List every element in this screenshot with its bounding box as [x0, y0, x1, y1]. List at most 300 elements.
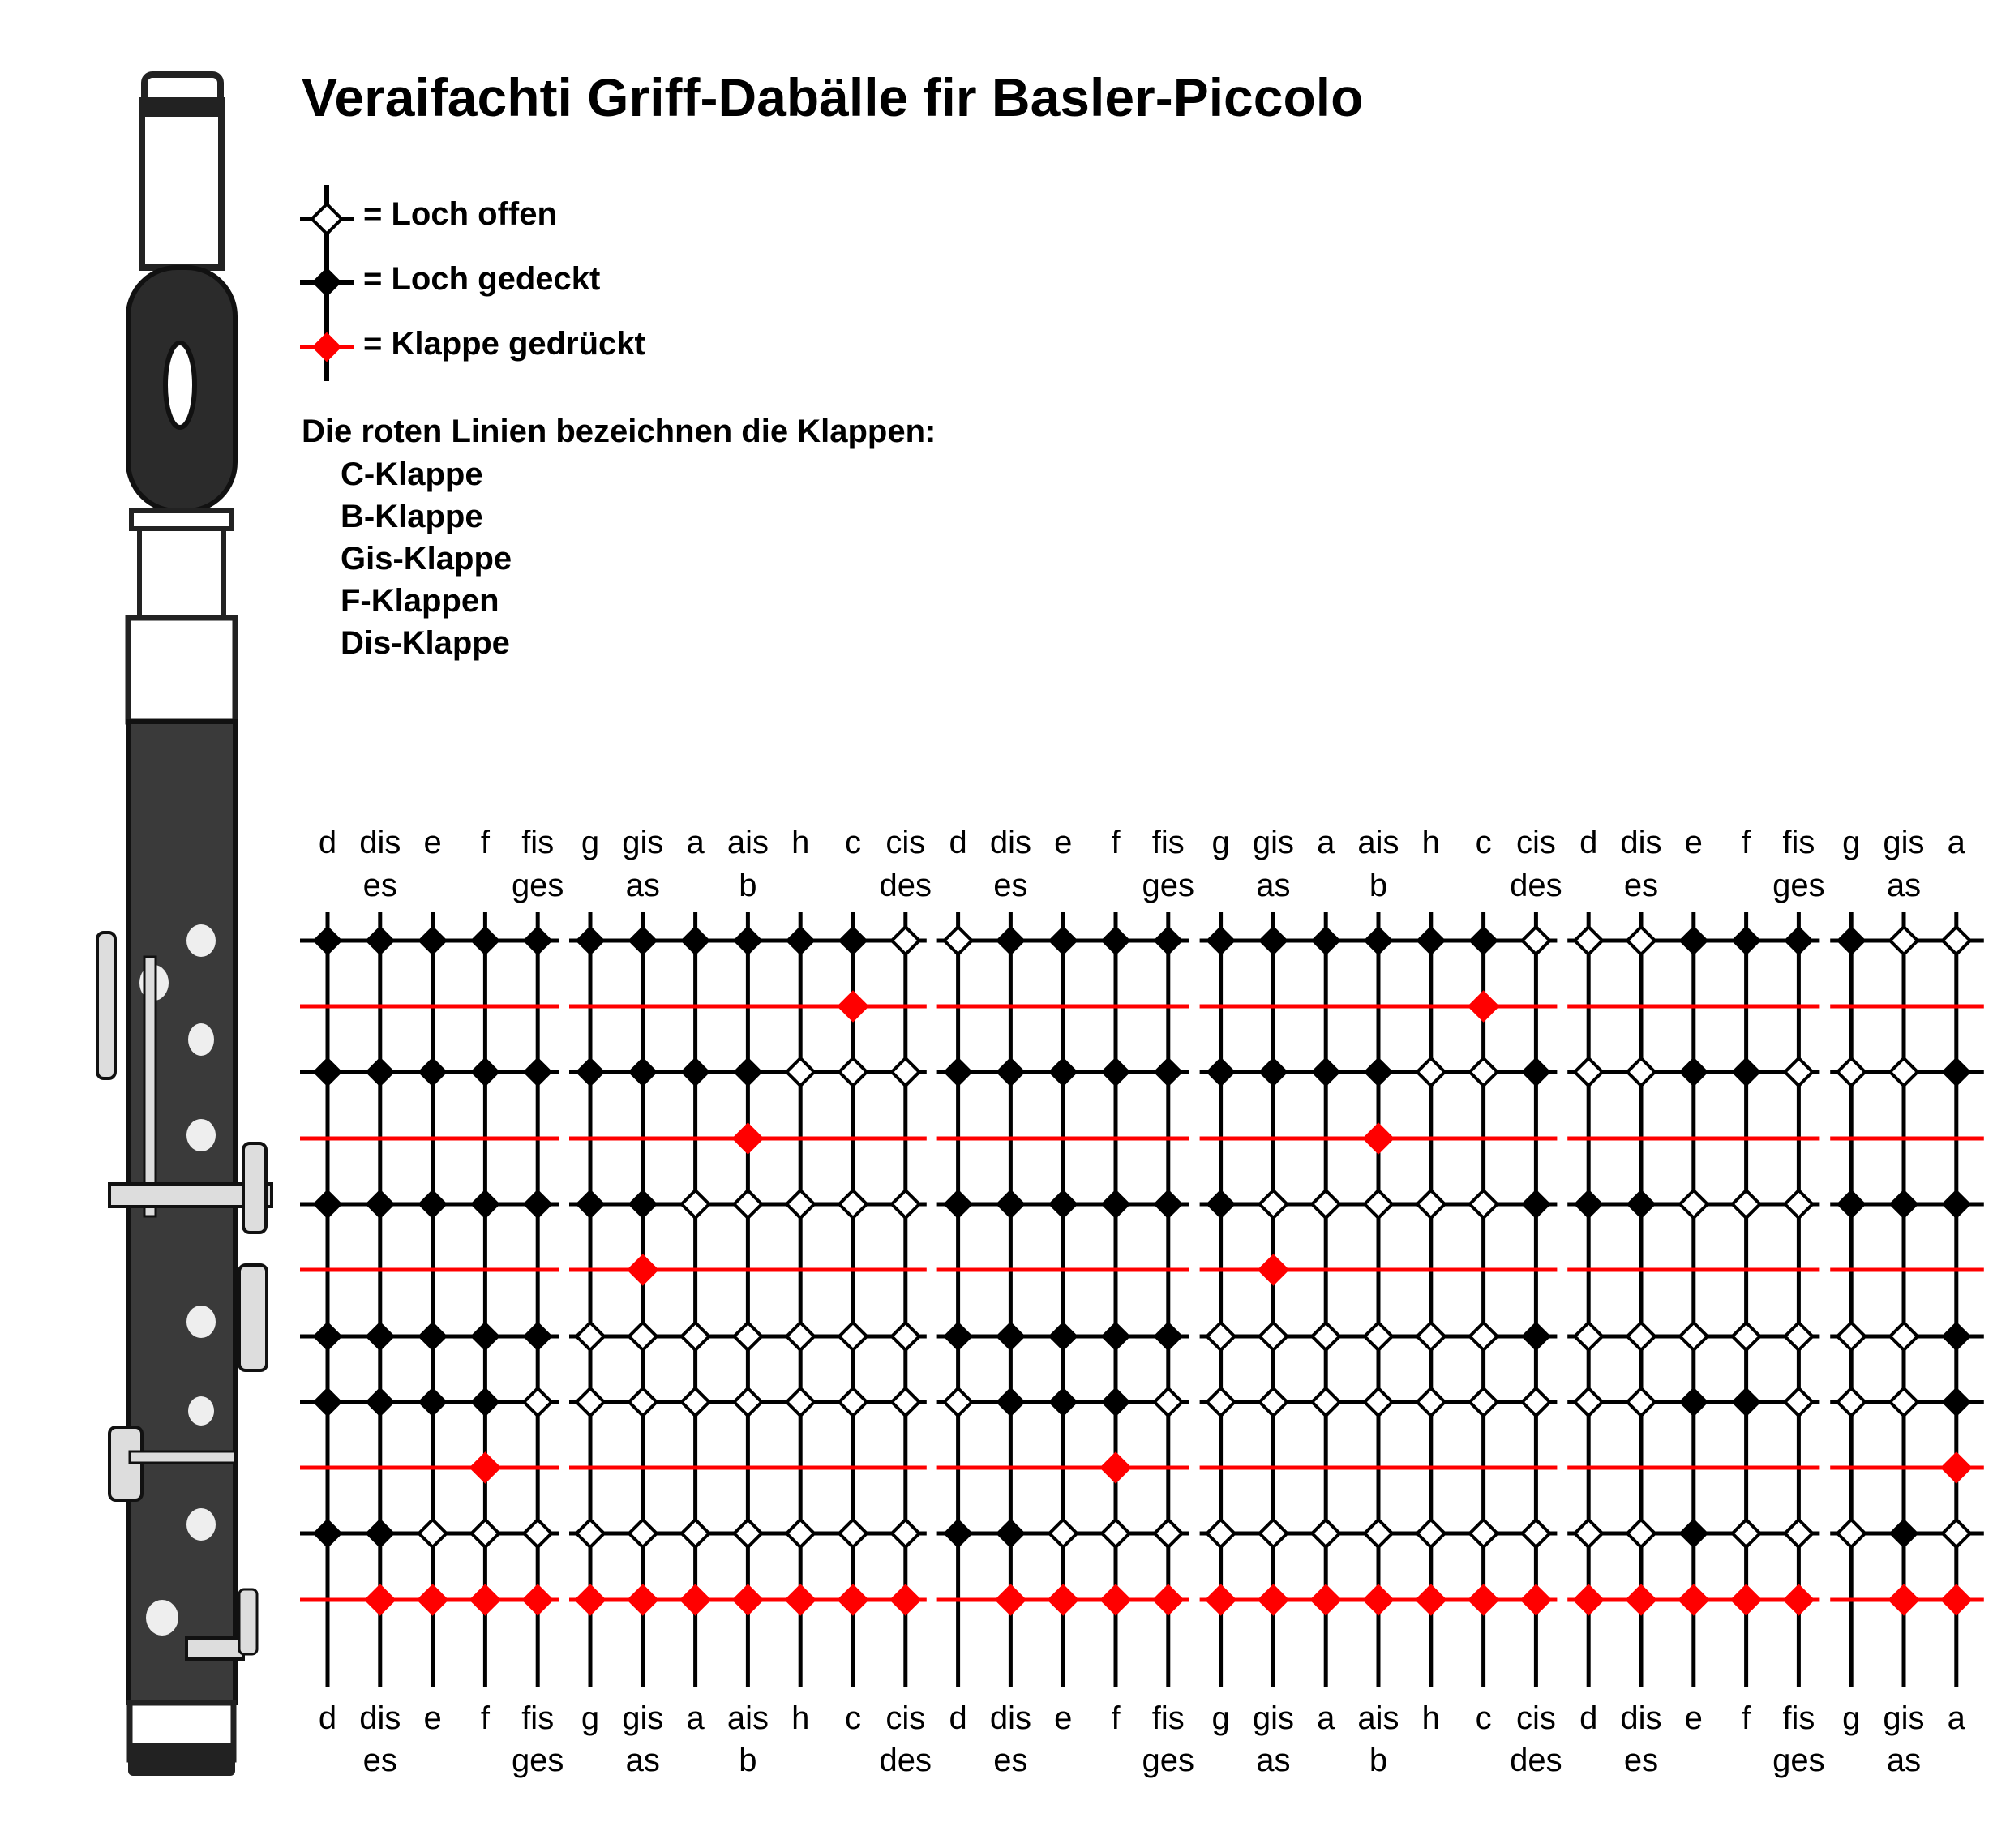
covered-hole-icon [470, 1387, 500, 1417]
pressed-key-icon [469, 1584, 502, 1616]
note-label-bottom-13: dis [989, 1700, 1031, 1736]
note-label-top-31: a [1947, 825, 1965, 860]
enharmonic-label-bottom-8: b [739, 1743, 757, 1778]
covered-hole-icon [943, 1519, 973, 1549]
covered-hole-icon [1731, 926, 1761, 956]
covered-hole-icon [680, 926, 710, 956]
note-label-bottom-24: d [1579, 1700, 1598, 1736]
note-label-top-16: fis [1151, 825, 1185, 860]
open-hole-icon [1365, 1520, 1392, 1547]
note-label-top-17: g [1211, 825, 1230, 860]
enharmonic-label-top-28: ges [1772, 868, 1825, 903]
pressed-key-icon [1099, 1584, 1132, 1616]
covered-hole-icon [1941, 1057, 1971, 1087]
open-hole-icon [945, 927, 972, 954]
pressed-key-icon [1099, 1451, 1132, 1484]
enharmonic-label-bottom-6: as [625, 1743, 660, 1778]
covered-hole-icon [1678, 926, 1708, 956]
covered-hole-icon [1364, 1057, 1394, 1087]
open-hole-icon [892, 1388, 919, 1416]
covered-hole-icon [1941, 1387, 1971, 1417]
open-hole-icon [1207, 1520, 1235, 1547]
note-label-bottom-0: d [318, 1700, 337, 1736]
covered-hole-icon [628, 1057, 658, 1087]
covered-hole-icon [523, 1322, 553, 1352]
open-hole-icon [1733, 1520, 1760, 1547]
open-hole-icon [839, 1520, 867, 1547]
open-hole-icon [1890, 1323, 1918, 1350]
open-hole-icon [1417, 1058, 1445, 1086]
pressed-key-icon [679, 1584, 712, 1616]
pressed-key-icon [417, 1584, 449, 1616]
note-label-top-13: dis [989, 825, 1031, 860]
pressed-key-icon [784, 1584, 816, 1616]
covered-hole-icon [943, 1190, 973, 1220]
open-hole-icon [734, 1323, 761, 1350]
covered-hole-icon [996, 1519, 1026, 1549]
note-label-top-29: g [1842, 825, 1861, 860]
covered-hole-icon [365, 1057, 395, 1087]
open-hole-icon [1049, 1520, 1077, 1547]
enharmonic-label-top-18: as [1256, 868, 1291, 903]
open-hole-icon [892, 1520, 919, 1547]
pressed-key-icon [732, 1584, 765, 1616]
open-hole-icon [1470, 1388, 1498, 1416]
open-hole-icon [1575, 1520, 1602, 1547]
pressed-key-icon [1783, 1584, 1815, 1616]
note-label-bottom-7: a [686, 1700, 705, 1736]
note-label-top-8: ais [726, 825, 769, 860]
open-hole-icon [1837, 1058, 1865, 1086]
note-label-top-26: e [1684, 825, 1703, 860]
pressed-key-icon [1572, 1584, 1605, 1616]
note-label-bottom-3: f [480, 1700, 490, 1736]
covered-hole-icon [1048, 1322, 1078, 1352]
note-label-top-3: f [480, 825, 490, 860]
note-label-top-12: d [949, 825, 967, 860]
enharmonic-label-bottom-20: b [1369, 1743, 1388, 1778]
enharmonic-label-bottom-11: des [879, 1743, 932, 1778]
covered-hole-icon [1101, 1387, 1131, 1417]
open-hole-icon [1470, 1323, 1498, 1350]
pressed-key-icon [732, 1122, 765, 1155]
note-label-bottom-8: ais [726, 1700, 769, 1736]
open-hole-icon [734, 1388, 761, 1416]
open-hole-icon [892, 1190, 919, 1218]
pressed-key-icon [1258, 1254, 1290, 1286]
open-hole-icon [839, 1323, 867, 1350]
open-hole-icon [1627, 927, 1655, 954]
covered-hole-icon [418, 1322, 448, 1352]
covered-hole-icon [365, 1322, 395, 1352]
open-hole-icon [1470, 1058, 1498, 1086]
note-label-bottom-23: cis [1515, 1700, 1556, 1736]
note-label-top-0: d [318, 825, 337, 860]
note-label-bottom-6: gis [622, 1700, 664, 1736]
open-hole-icon [1890, 1058, 1918, 1086]
open-hole-icon [1785, 1388, 1812, 1416]
open-hole-icon [1259, 1323, 1287, 1350]
covered-hole-icon [1416, 926, 1446, 956]
enharmonic-label-top-1: es [362, 868, 397, 903]
note-label-bottom-12: d [949, 1700, 967, 1736]
open-hole-icon [1943, 927, 1970, 954]
covered-hole-icon [1153, 1322, 1183, 1352]
open-hole-icon [1837, 1388, 1865, 1416]
open-hole-icon [1312, 1190, 1339, 1218]
covered-hole-icon [628, 1190, 658, 1220]
pressed-key-icon [1309, 1584, 1342, 1616]
note-label-top-27: f [1742, 825, 1751, 860]
covered-hole-icon [523, 1190, 553, 1220]
open-hole-icon [682, 1520, 709, 1547]
open-hole-icon [576, 1520, 604, 1547]
pressed-key-icon [1888, 1584, 1920, 1616]
covered-hole-icon [1048, 926, 1078, 956]
open-hole-icon [629, 1520, 657, 1547]
open-hole-icon [1417, 1388, 1445, 1416]
covered-hole-icon [1048, 1387, 1078, 1417]
pressed-key-icon [1205, 1584, 1237, 1616]
covered-hole-icon [1941, 1190, 1971, 1220]
open-hole-icon [734, 1190, 761, 1218]
covered-hole-icon [1626, 1190, 1656, 1220]
covered-hole-icon [365, 1519, 395, 1549]
open-hole-icon [1943, 1520, 1970, 1547]
covered-hole-icon [1784, 926, 1814, 956]
open-hole-icon [1733, 1190, 1760, 1218]
open-hole-icon [1837, 1520, 1865, 1547]
open-hole-icon [1522, 1388, 1549, 1416]
open-hole-icon [1680, 1190, 1708, 1218]
open-hole-icon [1259, 1388, 1287, 1416]
covered-hole-icon [313, 1190, 343, 1220]
open-hole-icon [1575, 927, 1602, 954]
open-hole-icon [1365, 1190, 1392, 1218]
pressed-key-icon [1047, 1584, 1079, 1616]
pressed-key-icon [627, 1254, 659, 1286]
note-label-bottom-4: fis [521, 1700, 555, 1736]
open-hole-icon [1890, 1388, 1918, 1416]
open-hole-icon [682, 1388, 709, 1416]
covered-hole-icon [1836, 926, 1866, 956]
covered-hole-icon [470, 926, 500, 956]
covered-hole-icon [1364, 926, 1394, 956]
open-hole-icon [1155, 1520, 1182, 1547]
covered-hole-icon [1048, 1057, 1078, 1087]
covered-hole-icon [1889, 1519, 1919, 1549]
note-label-top-2: e [423, 825, 442, 860]
open-hole-icon [471, 1520, 499, 1547]
note-label-top-25: dis [1620, 825, 1662, 860]
note-label-bottom-17: g [1211, 1700, 1230, 1736]
open-hole-icon [1470, 1190, 1498, 1218]
open-hole-icon [1417, 1520, 1445, 1547]
open-hole-icon [1365, 1388, 1392, 1416]
enharmonic-label-bottom-13: es [993, 1743, 1028, 1778]
open-hole-icon [682, 1323, 709, 1350]
covered-hole-icon [1101, 926, 1131, 956]
open-hole-icon [1627, 1323, 1655, 1350]
covered-hole-icon [470, 1322, 500, 1352]
open-hole-icon [1785, 1058, 1812, 1086]
open-hole-icon [786, 1388, 814, 1416]
open-hole-icon [1259, 1190, 1287, 1218]
pressed-key-icon [1362, 1122, 1395, 1155]
enharmonic-label-bottom-28: ges [1772, 1743, 1825, 1778]
covered-hole-icon [470, 1057, 500, 1087]
covered-hole-icon [1678, 1387, 1708, 1417]
pressed-key-icon [1940, 1451, 1973, 1484]
open-hole-icon [839, 1190, 867, 1218]
covered-hole-icon [1101, 1057, 1131, 1087]
covered-hole-icon [1258, 926, 1288, 956]
covered-hole-icon [1521, 1057, 1551, 1087]
open-hole-icon [786, 1058, 814, 1086]
covered-hole-icon [418, 1387, 448, 1417]
covered-hole-icon [628, 926, 658, 956]
covered-hole-icon [365, 1387, 395, 1417]
enharmonic-label-top-20: b [1369, 868, 1388, 903]
pressed-key-icon [364, 1584, 396, 1616]
note-label-bottom-26: e [1684, 1700, 1703, 1736]
note-label-bottom-1: dis [359, 1700, 401, 1736]
note-label-top-28: fis [1782, 825, 1815, 860]
key-gis: Gis-Klappe [341, 541, 512, 577]
covered-hole-icon [996, 1057, 1026, 1087]
covered-hole-icon [1941, 1322, 1971, 1352]
note-label-top-10: c [845, 825, 861, 860]
note-label-top-5: g [581, 825, 600, 860]
covered-hole-icon [1153, 926, 1183, 956]
open-hole-icon [892, 1058, 919, 1086]
enharmonic-label-top-30: as [1886, 868, 1922, 903]
enharmonic-label-top-8: b [739, 868, 757, 903]
note-label-bottom-28: fis [1782, 1700, 1815, 1736]
note-label-bottom-18: gis [1252, 1700, 1294, 1736]
covered-hole-icon [1521, 1190, 1551, 1220]
enharmonic-label-top-11: des [879, 868, 932, 903]
covered-hole-icon [943, 1322, 973, 1352]
covered-hole-icon [1836, 1190, 1866, 1220]
covered-hole-icon [1153, 1190, 1183, 1220]
note-label-bottom-15: f [1111, 1700, 1121, 1736]
note-label-bottom-31: a [1947, 1700, 1965, 1736]
note-label-bottom-27: f [1742, 1700, 1751, 1736]
enharmonic-label-top-13: es [993, 868, 1028, 903]
covered-hole-icon [313, 1057, 343, 1087]
open-hole-icon [524, 1520, 551, 1547]
note-label-top-14: e [1054, 825, 1073, 860]
open-hole-icon [786, 1520, 814, 1547]
open-hole-icon [1785, 1190, 1812, 1218]
covered-hole-icon [576, 1057, 606, 1087]
pressed-key-icon [889, 1584, 922, 1616]
pressed-key-icon [1520, 1584, 1553, 1616]
page-title: Veraifachti Griff-Dabälle fir Basler-Piccolo [302, 67, 1364, 127]
open-hole-icon [1417, 1190, 1445, 1218]
covered-hole-icon [1678, 1519, 1708, 1549]
enharmonic-label-bottom-1: es [362, 1743, 397, 1778]
enharmonic-label-top-4: ges [511, 868, 564, 903]
note-label-top-23: cis [1515, 825, 1556, 860]
note-label-top-24: d [1579, 825, 1598, 860]
note-label-bottom-14: e [1054, 1700, 1073, 1736]
note-label-top-4: fis [521, 825, 555, 860]
covered-hole-icon [733, 926, 763, 956]
covered-hole-icon [418, 1057, 448, 1087]
note-label-top-22: c [1475, 825, 1492, 860]
note-label-bottom-16: fis [1151, 1700, 1185, 1736]
covered-hole-icon [313, 1519, 343, 1549]
note-label-top-1: dis [359, 825, 401, 860]
covered-hole-icon [1153, 1057, 1183, 1087]
covered-hole-icon [418, 926, 448, 956]
open-hole-icon [524, 1388, 551, 1416]
open-hole-icon [1680, 1323, 1708, 1350]
open-hole-icon [1785, 1520, 1812, 1547]
enharmonic-label-top-25: es [1623, 868, 1659, 903]
open-hole-icon [1522, 927, 1549, 954]
note-label-top-15: f [1111, 825, 1121, 860]
enharmonic-label-bottom-16: ges [1142, 1743, 1195, 1778]
note-label-top-18: gis [1252, 825, 1294, 860]
open-hole-icon [1837, 1323, 1865, 1350]
covered-hole-icon [1258, 1057, 1288, 1087]
covered-hole-icon [313, 926, 343, 956]
open-hole-icon [1102, 1520, 1129, 1547]
note-label-bottom-9: h [791, 1700, 810, 1736]
note-label-bottom-11: cis [885, 1700, 926, 1736]
covered-hole-icon [1574, 1190, 1604, 1220]
enharmonic-label-top-6: as [625, 868, 660, 903]
covered-hole-icon [733, 1057, 763, 1087]
legend-open: = Loch offen [363, 196, 557, 232]
open-hole-icon [1627, 1058, 1655, 1086]
open-hole-icon [629, 1323, 657, 1350]
open-hole-icon [892, 1323, 919, 1350]
pressed-key-icon [1625, 1584, 1657, 1616]
enharmonic-label-bottom-25: es [1623, 1743, 1659, 1778]
open-hole-icon [1470, 1520, 1498, 1547]
note-label-top-21: h [1421, 825, 1440, 860]
note-label-top-7: a [686, 825, 705, 860]
covered-hole-icon [1731, 1057, 1761, 1087]
open-hole-icon [786, 1190, 814, 1218]
covered-hole-icon [523, 926, 553, 956]
note-label-top-19: a [1317, 825, 1335, 860]
covered-hole-icon [365, 926, 395, 956]
key-intro: Die roten Linien bezeichnen die Klappen: [302, 414, 936, 449]
note-label-top-20: ais [1357, 825, 1399, 860]
note-label-top-9: h [791, 825, 810, 860]
open-hole-icon [1259, 1520, 1287, 1547]
open-hole-icon [945, 1388, 972, 1416]
note-label-bottom-2: e [423, 1700, 442, 1736]
key-f: F-Klappen [341, 583, 499, 619]
covered-hole-icon [1468, 926, 1498, 956]
open-hole-icon [1575, 1323, 1602, 1350]
note-label-top-30: gis [1883, 825, 1925, 860]
covered-hole-icon [313, 1322, 343, 1352]
open-hole-icon [1733, 1323, 1760, 1350]
open-hole-icon [734, 1520, 761, 1547]
covered-hole-icon [470, 1190, 500, 1220]
open-hole-icon [629, 1388, 657, 1416]
note-label-bottom-20: ais [1357, 1700, 1399, 1736]
pressed-key-icon [1730, 1584, 1763, 1616]
open-hole-icon [1522, 1520, 1549, 1547]
covered-hole-icon [1521, 1322, 1551, 1352]
covered-hole-icon [1311, 926, 1341, 956]
open-hole-icon [419, 1520, 447, 1547]
covered-hole-icon [996, 1322, 1026, 1352]
enharmonic-label-bottom-18: as [1256, 1743, 1291, 1778]
open-hole-icon [576, 1323, 604, 1350]
covered-hole-icon [943, 1057, 973, 1087]
open-hole-icon [1155, 1388, 1182, 1416]
covered-hole-icon [1311, 1057, 1341, 1087]
open-hole-icon [1207, 1388, 1235, 1416]
note-label-top-6: gis [622, 825, 664, 860]
open-hole-icon [1365, 1323, 1392, 1350]
open-hole-icon [1312, 1388, 1339, 1416]
covered-hole-icon [1678, 1057, 1708, 1087]
pressed-key-icon [837, 1584, 869, 1616]
open-hole-icon [839, 1388, 867, 1416]
covered-hole-icon [996, 926, 1026, 956]
pressed-key-icon [469, 1451, 502, 1484]
note-label-bottom-10: c [845, 1700, 861, 1736]
enharmonic-label-bottom-30: as [1886, 1743, 1922, 1778]
open-hole-icon [892, 927, 919, 954]
covered-hole-icon [418, 1190, 448, 1220]
covered-hole-icon [1206, 926, 1236, 956]
pressed-key-icon [1258, 1584, 1290, 1616]
note-label-bottom-22: c [1475, 1700, 1492, 1736]
pressed-key-icon [627, 1584, 659, 1616]
covered-hole-icon [1101, 1322, 1131, 1352]
pressed-key-icon [521, 1584, 554, 1616]
enharmonic-label-top-23: des [1510, 868, 1562, 903]
key-c: C-Klappe [341, 457, 483, 492]
covered-hole-icon [1889, 1190, 1919, 1220]
covered-hole-icon [786, 926, 816, 956]
open-hole-icon [1627, 1388, 1655, 1416]
note-label-bottom-29: g [1842, 1700, 1861, 1736]
pressed-key-icon [1940, 1584, 1973, 1616]
pressed-key-icon [574, 1584, 606, 1616]
covered-hole-icon [313, 1387, 343, 1417]
open-hole-icon [1785, 1323, 1812, 1350]
open-hole-icon [1890, 927, 1918, 954]
covered-hole-icon [1048, 1190, 1078, 1220]
legend-key: = Klappe gedrückt [363, 326, 645, 362]
note-label-bottom-5: g [581, 1700, 600, 1736]
open-hole-icon [576, 1388, 604, 1416]
covered-hole-icon [365, 1190, 395, 1220]
open-hole-icon [786, 1323, 814, 1350]
open-hole-icon [1575, 1388, 1602, 1416]
pressed-key-icon [1468, 990, 1500, 1023]
enharmonic-label-bottom-23: des [1510, 1743, 1562, 1778]
pressed-key-icon [1678, 1584, 1710, 1616]
enharmonic-label-bottom-4: ges [511, 1743, 564, 1778]
covered-hole-icon [1731, 1387, 1761, 1417]
covered-hole-icon [1206, 1190, 1236, 1220]
pressed-key-icon [1152, 1584, 1185, 1616]
note-label-top-11: cis [885, 825, 926, 860]
